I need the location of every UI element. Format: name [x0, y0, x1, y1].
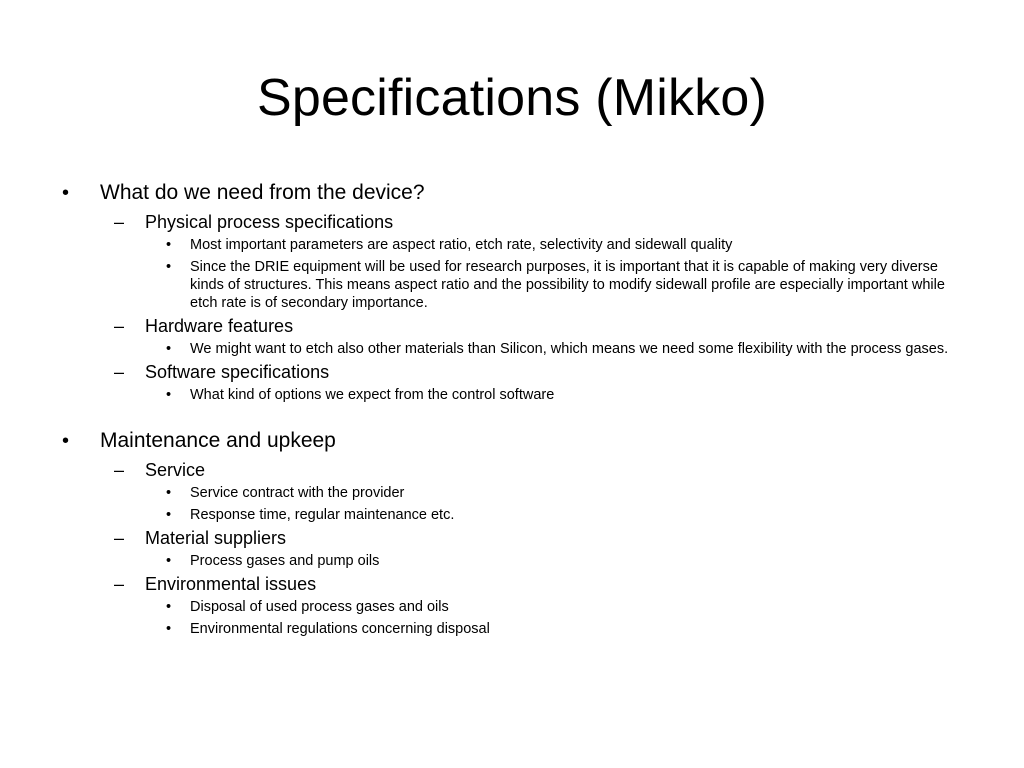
bullet-text: Environmental regulations concerning disposal	[190, 621, 490, 637]
bullet-level3	[56, 384, 966, 406]
bullet-level1	[56, 176, 966, 210]
slide-body	[56, 176, 966, 640]
bullet-text: Hardware features	[145, 316, 294, 336]
bullet-text: Maintenance and upkeep	[100, 429, 336, 452]
bullet-text: Disposal of used process gases and oils	[190, 599, 449, 615]
bullet-dot: •	[166, 553, 172, 569]
bullet-text: Material suppliers	[145, 528, 287, 548]
bullet-text: Service contract with the provider	[190, 485, 405, 501]
bullet-level2	[56, 314, 966, 338]
bullet-dash: –	[114, 316, 125, 336]
bullet-dash: –	[114, 574, 125, 594]
bullet-level3	[56, 256, 966, 314]
bullet-dash: –	[114, 362, 125, 382]
bullet-dot: •	[166, 341, 172, 357]
bullet-level3	[56, 550, 966, 572]
bullet-dot: •	[62, 430, 70, 452]
bullet-level3	[56, 618, 966, 640]
bullet-level2	[56, 360, 966, 384]
bullet-text: Software specifications	[145, 362, 330, 382]
bullet-text: Response time, regular maintenance etc.	[190, 507, 455, 523]
bullet-level3	[56, 504, 966, 526]
section-gap	[56, 406, 966, 424]
bullet-text: We might want to etch also other materials than Silicon, which means we need some flexibility with the process gases.	[190, 341, 949, 357]
bullet-dot: •	[166, 507, 172, 523]
bullet-level2	[56, 458, 966, 482]
bullet-text: What do we need from the device?	[100, 181, 425, 204]
bullet-dot: •	[166, 387, 172, 403]
bullet-level3	[56, 482, 966, 504]
bullet-dot: •	[166, 259, 172, 275]
bullet-text: Service	[145, 460, 206, 480]
bullet-level1	[56, 424, 966, 458]
bullet-dash: –	[114, 460, 125, 480]
bullet-text: Physical process specifications	[145, 212, 394, 232]
slide-title: Specifications (Mikko)	[256, 69, 768, 127]
bullet-level2	[56, 526, 966, 550]
bullet-dash: –	[114, 528, 125, 548]
bullet-dot: •	[166, 621, 172, 637]
bullet-level3	[56, 338, 966, 360]
bullet-dot: •	[166, 599, 172, 615]
bullet-level3	[56, 234, 966, 256]
bullet-level2	[56, 572, 966, 596]
bullet-text: Most important parameters are aspect ratio, etch rate, selectivity and sidewall quality	[190, 237, 733, 253]
bullet-text: Process gases and pump oils	[190, 553, 380, 569]
bullet-dot: •	[166, 485, 172, 501]
bullet-level3	[56, 596, 966, 618]
bullet-text: What kind of options we expect from the control software	[190, 387, 555, 403]
bullet-dash: –	[114, 212, 125, 232]
bullet-level2	[56, 210, 966, 234]
bullet-dot: •	[62, 182, 70, 204]
bullet-dot: •	[166, 237, 172, 253]
bullet-text: Environmental issues	[145, 574, 317, 594]
bullet-text: Since the DRIE equipment will be used for research purposes, it is important that it is capable of making very diverse kinds of structures. This means aspect ratio and the possibility to modify sidewall profile are especially important while etch rate is of secondary importance.	[190, 259, 945, 311]
